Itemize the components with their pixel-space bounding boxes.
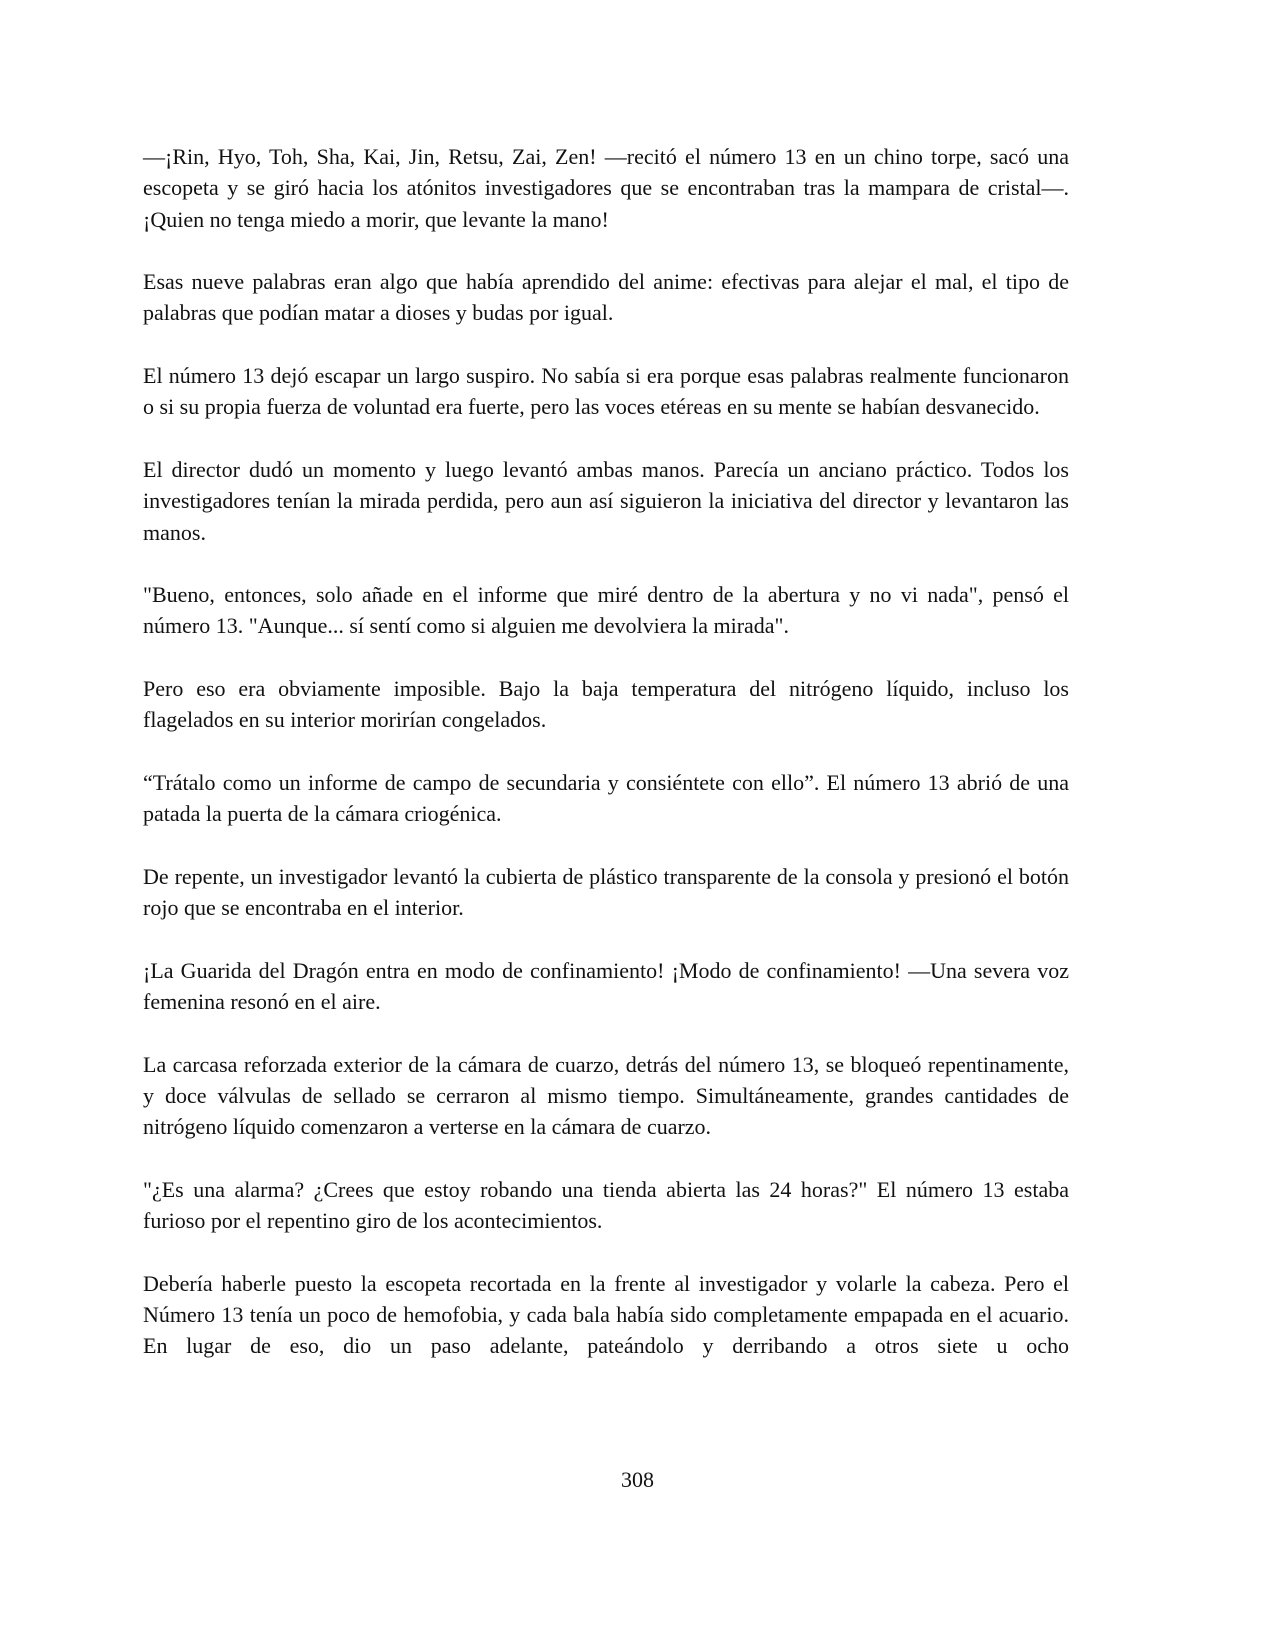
paragraph: ¡La Guarida del Dragón entra en modo de confinamiento! ¡Modo de confinamiento! —Una severa voz femenina resonó en el aire. bbox=[143, 957, 1069, 1015]
page-body bbox=[143, 141, 1069, 1393]
paragraph: "Bueno, entonces, solo añade en el informe que miré dentro de la abertura y no vi nada", pensó el número 13. "Aunque... sí sentí como si alguien me devolviera la mirada". bbox=[143, 582, 1069, 639]
paragraph: Esas nueve palabras eran algo que había aprendido del anime: efectivas para alejar el mal, el tipo de palabras que podían matar a dioses y budas por igual. bbox=[143, 269, 1069, 326]
page-number: 308 bbox=[621, 1467, 654, 1492]
paragraph: Debería haberle puesto la escopeta recortada en la frente al investigador y volarle la cabeza. Pero el Número 13 tenía un poco de hemofobia, y cada bala había sido completamente empapada en el acuario. En lugar de eso, dio un paso adelante, pateándolo y derribando a otros siete u ocho bbox=[143, 1270, 1069, 1359]
paragraph: “Trátalo como un informe de campo de secundaria y consiéntete con ello”. El número 13 abrió de una patada la puerta de la cámara criogénica. bbox=[143, 769, 1069, 827]
paragraph: El número 13 dejó escapar un largo suspiro. No sabía si era porque esas palabras realmente funcionaron o si su propia fuerza de voluntad era fuerte, pero las voces etéreas en su mente se habían desvanecido. bbox=[143, 363, 1069, 420]
paragraph: —¡Rin, Hyo, Toh, Sha, Kai, Jin, Retsu, Zai, Zen! —recitó el número 13 en un chino torpe, sacó una escopeta y se giró hacia los atónitos investigadores que se encontraban tras la mampara de cristal—. ¡Quien no tenga miedo a morir, que levante la mano! bbox=[143, 144, 1069, 232]
paragraph: De repente, un investigador levantó la cubierta de plástico transparente de la consola y presionó el botón rojo que se encontraba en el interior. bbox=[143, 863, 1069, 921]
paragraph: La carcasa reforzada exterior de la cámara de cuarzo, detrás del número 13, se bloqueó repentinamente, y doce válvulas de sellado se cerraron al mismo tiempo. Simultáneamente, grandes cantidades de nitrógeno líquido comenzaron a verterse en la cámara de cuarzo. bbox=[143, 1051, 1069, 1140]
paragraph: El director dudó un momento y luego levantó ambas manos. Parecía un anciano práctico. Todos los investigadores tenían la mirada perdida, pero aun así siguieron la iniciativa del director y levantaron las manos. bbox=[143, 456, 1069, 545]
paragraph: Pero eso era obviamente imposible. Bajo la baja temperatura del nitrógeno líquido, incluso los flagelados en su interior morirían congelados. bbox=[143, 676, 1069, 733]
paragraph: "¿Es una alarma? ¿Crees que estoy robando una tienda abierta las 24 horas?" El número 13 estaba furioso por el repentino giro de los acontecimientos. bbox=[143, 1176, 1069, 1234]
